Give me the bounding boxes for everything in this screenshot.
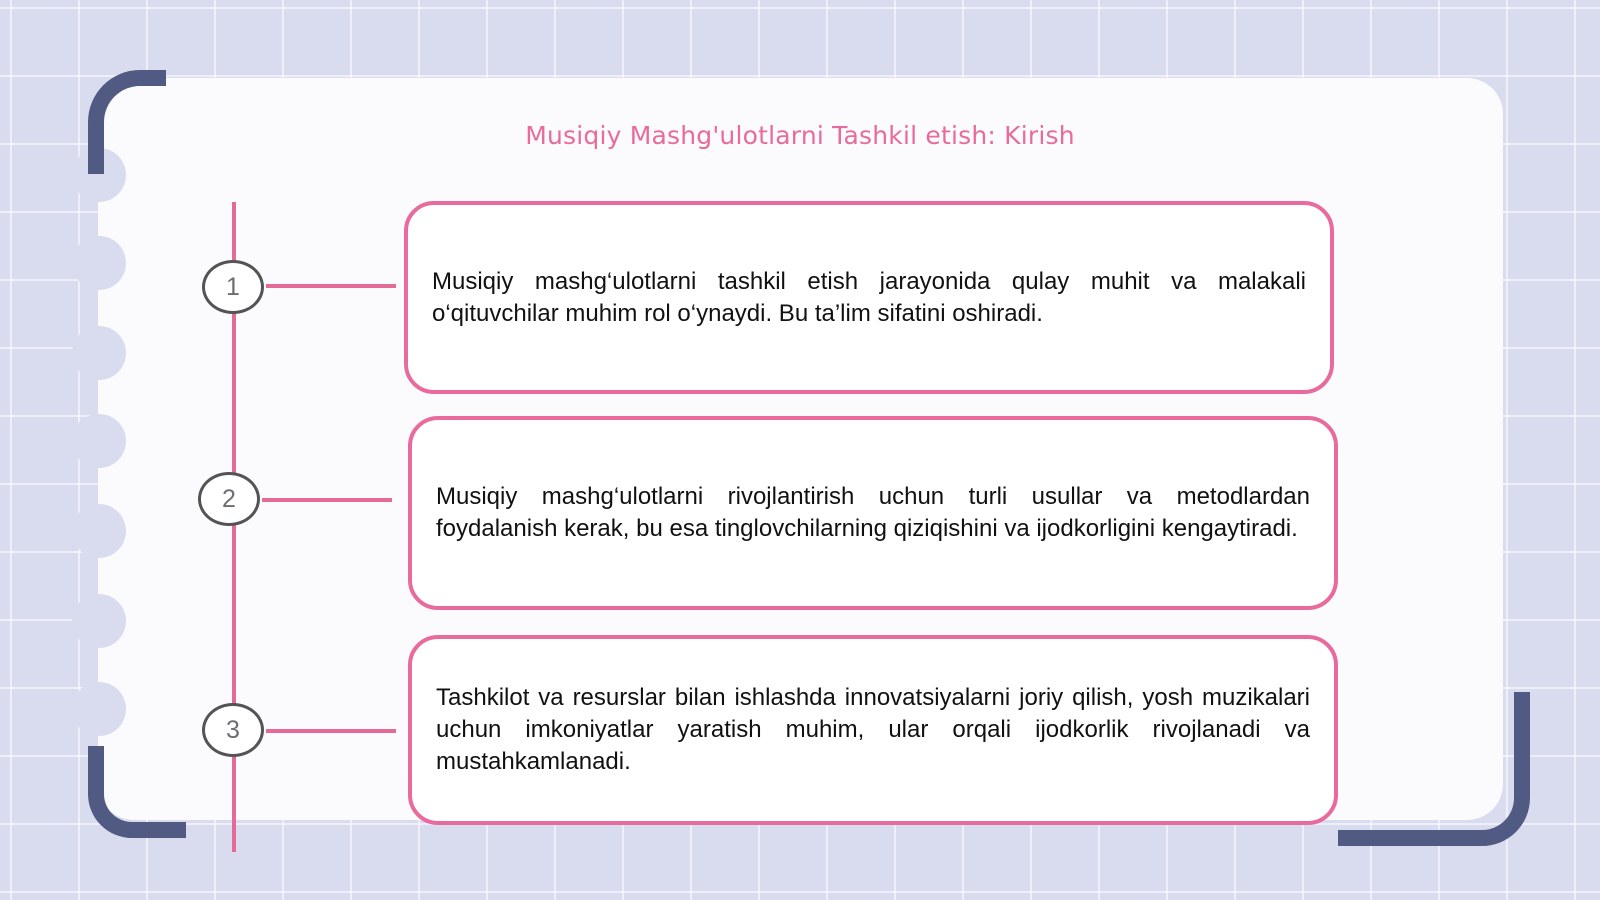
notebook-bump: [72, 504, 126, 558]
notebook-bump: [72, 682, 126, 736]
timeline-connector: [262, 498, 392, 502]
page-title: Musiqiy Mashg'ulotlarni Tashkil etish: Kirish: [525, 121, 1075, 150]
content-card: [404, 201, 1334, 394]
notebook-bump: [72, 594, 126, 648]
step-marker: 1: [202, 260, 264, 314]
content-card: [408, 416, 1338, 610]
step-marker: 3: [202, 703, 264, 757]
notebook-bump: [72, 236, 126, 290]
timeline-connector: [266, 729, 396, 733]
corner-bracket-bottom-right: [1338, 692, 1530, 846]
step-marker: 2: [198, 472, 260, 526]
card-text: Musiqiy mashg‘ulotlarni rivojlantirish uchun turli usullar va metodlardan foydalanish kerak, bu esa tinglovchilarning qiziqishini va ijodkorligini kengaytiradi.: [436, 483, 1310, 542]
corner-bracket-bottom-left: [88, 746, 186, 838]
content-card: [408, 635, 1338, 825]
notebook-bump: [72, 414, 126, 468]
notebook-bump: [72, 326, 126, 380]
card-text: Musiqiy mashg‘ulotlarni tashkil etish jarayonida qulay muhit va malakali o‘qituvchilar muhim rol o‘ynaydi. Bu ta’lim sifatini oshiradi.: [432, 267, 1306, 327]
timeline-connector: [266, 284, 396, 288]
card-text: Tashkilot va resurslar bilan ishlashda innovatsiyalarni joriy qilish, yosh muzikalari uchun imkoniyatlar yaratish muhim, ular orqali ijodkorlik rivojlanadi va mustahkamlanadi.: [436, 684, 1310, 775]
